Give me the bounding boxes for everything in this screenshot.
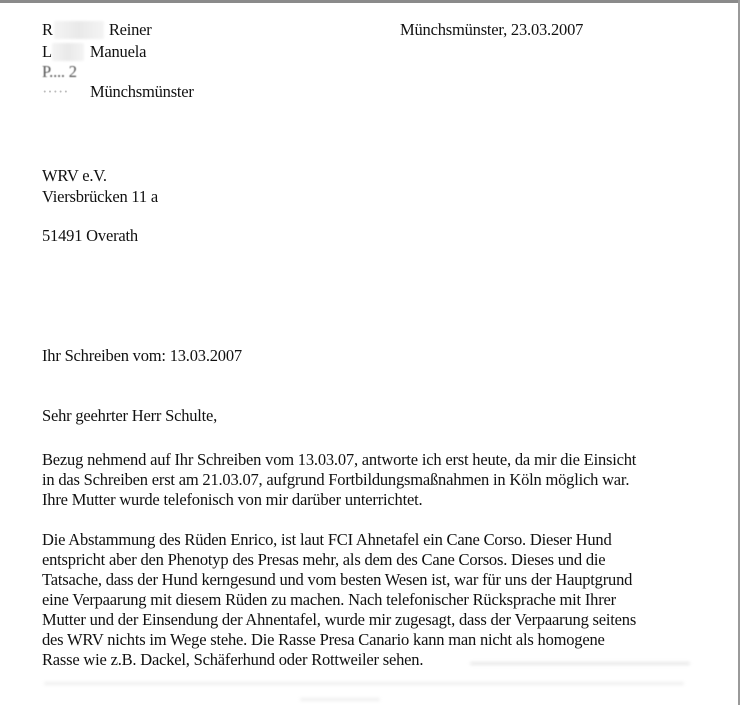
redaction-mark — [54, 21, 104, 39]
text-line: entspricht aber den Phenotyp des Presas mehr, als dem des Cane Corsos. Dieses und die — [42, 550, 606, 569]
page-top-border — [0, 0, 740, 3]
text-line: Rasse wie z.B. Dackel, Schäferhund oder Rottweiler sehen. — [42, 650, 424, 669]
recipient-street: Viersbrücken 11 a — [42, 187, 158, 206]
text-line: Tatsache, dass der Hund kerngesund und vom besten Wesen ist, war für uns der Hauptgrund — [42, 570, 633, 589]
text-line: Mutter und der Einsendung der Ahnentafel, wurde mir zugesagt, dass der Verpaarung seitens — [42, 610, 637, 629]
text-line: eine Verpaarung mit diesem Rüden zu machen. Nach telefonischer Rücksprache mit Ihrer — [42, 590, 616, 609]
scan-artifact — [300, 698, 380, 701]
sender-street: P.... 2 — [42, 62, 77, 81]
sender-name-line-2: L Manuela — [42, 42, 147, 61]
sender-city: ····· Münchsmünster — [42, 82, 194, 101]
sender-name-line-1: R Reiner — [42, 20, 152, 39]
recipient-org: WRV e.V. — [42, 166, 107, 185]
text-line: in das Schreiben erst am 21.03.07, aufgrund Fortbildungsmaßnahmen in Köln möglich war. — [42, 470, 630, 489]
salutation: Sehr geehrter Herr Schulte, — [42, 406, 218, 425]
scan-artifact — [44, 682, 684, 685]
place-and-date: Münchsmünster, 23.03.2007 — [400, 20, 584, 39]
recipient-city: 51491 Overath — [42, 226, 138, 245]
text-line: Die Abstammung des Rüden Enrico, ist laut FCI Ahnetafel ein Cane Corso. Dieser Hund — [42, 530, 612, 549]
text-line: des WRV nichts im Wege stehe. Die Rasse Presa Canario kann man nicht als homogene — [42, 630, 605, 649]
redaction-mark — [52, 43, 84, 61]
text-line: Bezug nehmend auf Ihr Schreiben vom 13.03.07, antworte ich erst heute, da mir die Einsicht — [42, 450, 637, 469]
text-line: Ihre Mutter wurde telefonisch von mir darüber unterrichtet. — [42, 490, 423, 509]
scan-artifact — [470, 662, 690, 665]
reference-line: Ihr Schreiben vom: 13.03.2007 — [42, 346, 242, 365]
